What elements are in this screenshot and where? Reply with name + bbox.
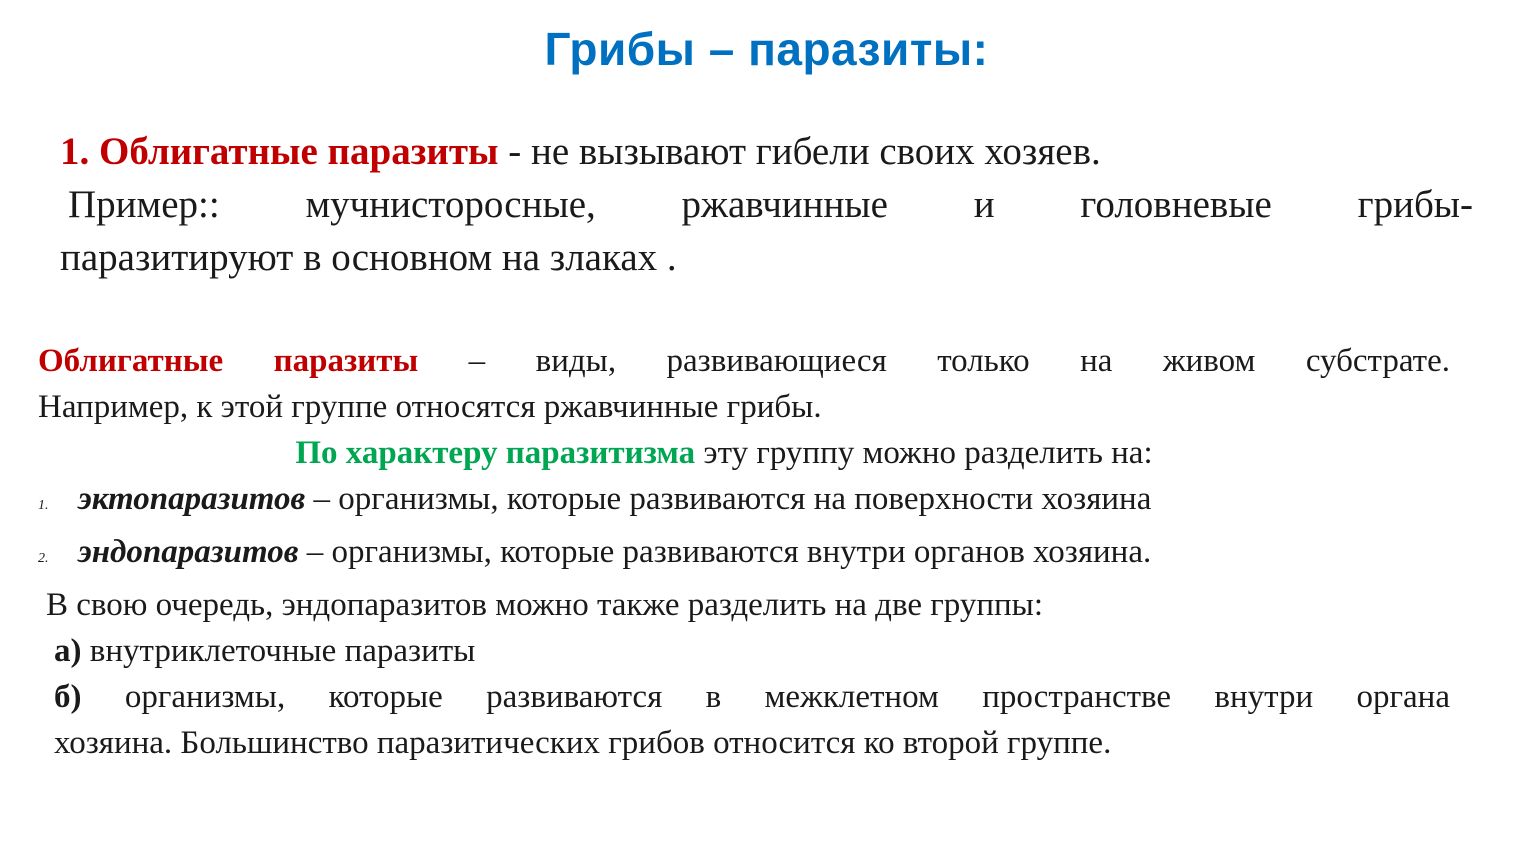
group-a-label: а) (54, 633, 82, 669)
list-text: – организмы, которые развиваются на поверхности хозяина (305, 481, 1152, 517)
section1-heading-line (60, 125, 1473, 178)
parasitism-subheading: По характеру паразитизма (295, 435, 696, 471)
list-number: 2. (38, 551, 49, 566)
list-term: эктопаразитов (78, 481, 306, 517)
list-item-content (78, 529, 1151, 575)
slide-title: Грибы – паразиты: (544, 23, 989, 75)
endoparasite-groups-note: В свою очередь, эндопаразитов можно также разделить на две группы: (46, 587, 1043, 623)
list-text: – организмы, которые развиваются внутри органов хозяина. (298, 534, 1152, 570)
example-line-1: Пример:: мучнисторосные, ржавчинные и головневые грибы- (68, 183, 1473, 226)
group-a-text: внутриклеточные паразиты (81, 633, 476, 669)
list-item (38, 476, 1450, 529)
definition-term: Облигатные паразиты (38, 343, 419, 379)
section1-heading: 1. Облигатные паразиты (60, 130, 499, 173)
list-item-content (78, 476, 1151, 522)
group-b-label: б) (54, 679, 82, 715)
group-b-text: организмы, которые развиваются в межклетном пространстве внутри органа (81, 679, 1450, 715)
list-number: 1. (38, 498, 49, 513)
group-b-line-1 (38, 674, 1450, 720)
list-term: эндопаразитов (78, 534, 299, 570)
definition-line-2: Например, к этой группе относятся ржавчинные грибы. (38, 389, 822, 425)
section1-heading-rest: - не вызывают гибели своих хозяев. (498, 130, 1101, 173)
definition-line-1 (38, 338, 1450, 384)
parasitism-subheading-rest: эту группу можно разделить на: (695, 435, 1153, 471)
group-a (38, 628, 1450, 674)
example-line-2: паразитируют в основном на злаках . (60, 236, 677, 279)
list-item (38, 529, 1450, 582)
obligate-parasites-details (38, 338, 1450, 766)
group-b-line-2: хозяина. Большинство паразитических грибов относится ко второй группе. (54, 725, 1112, 761)
definition-text: – виды, развивающиеся только на живом субстрате. (418, 343, 1450, 379)
obligate-parasites-intro (60, 125, 1473, 284)
parasitism-subheading-line (38, 430, 1450, 476)
